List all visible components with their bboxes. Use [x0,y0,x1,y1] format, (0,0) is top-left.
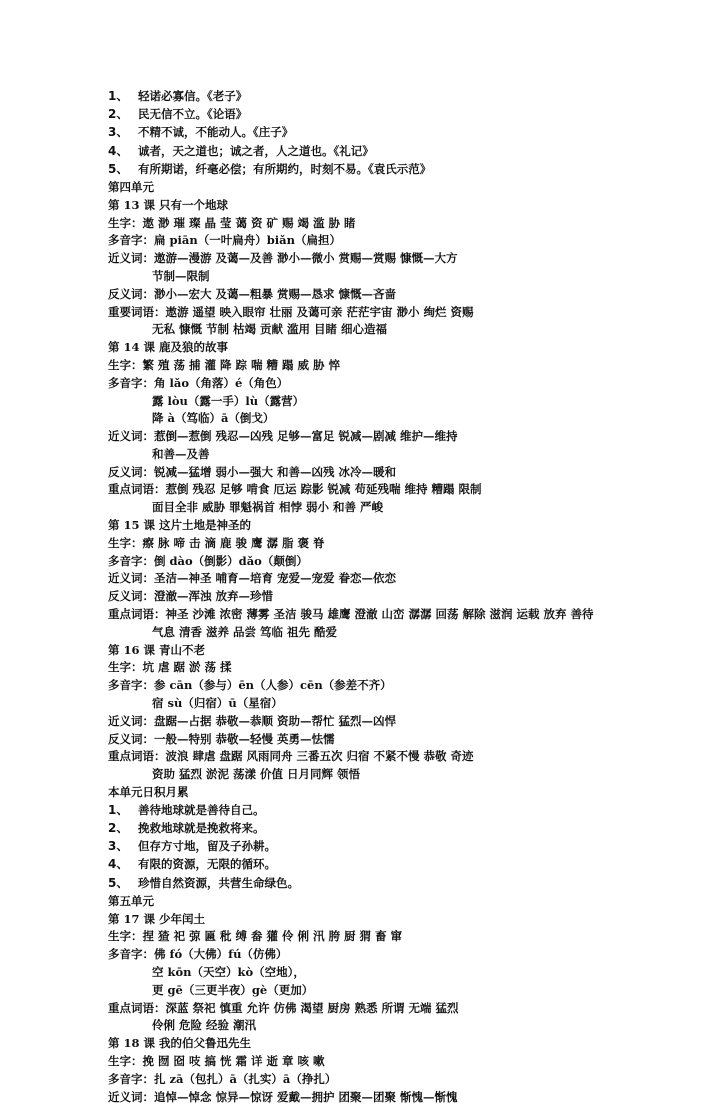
lesson-line: 生字：瘵 脉 啼 击 滴 鹿 骏 鹰 潺 脂 褒 脊 [108,535,325,550]
lesson-line: 近义词：圣洁—神圣 哺育—培育 宠爱—宠爱 眷恋—依恋 [108,571,397,586]
lesson-line: 近义词：盘踞—占据 恭敬—恭顺 资助—帮忙 猛烈—凶悍 [108,713,397,728]
quote-number: 3、 [108,125,129,140]
lesson-14 [108,339,690,517]
lesson-line: 反义词：一般—特别 恭敬—轻慢 英勇—怯懦 [108,731,335,746]
lesson-line: 反义词：澄澈—浑浊 放弃—珍惜 [108,589,274,604]
lesson-line: 多音字：扎 zā（包扎）ā（扎实）ā（挣扎） [108,1071,337,1086]
quote-text: 有所期诺，纤毫必偿；有所期约，时刻不易。《袁氏示范》 [138,161,432,176]
quote-text: 轻诺必寡信。《老子》 [138,89,248,103]
quote-text: 挽救地球就是挽救将来。 [138,821,265,836]
lesson-line: 生字：坑 虐 踞 淤 荡 揉 [108,660,232,675]
quote-item [108,856,690,874]
quote-item [108,838,690,856]
quote-item [108,106,690,124]
lesson-line: 多音字：佛 fó（大佛）fú（仿佛） [108,947,288,962]
lesson-line: 无私 慷慨 节制 枯竭 贡献 滥用 目睹 细心造福 [152,322,388,337]
quote-number: 4、 [108,143,129,158]
section-title: 本单元日积月累 [108,785,189,800]
lesson-line: 多音字：倒 dào（倒影）dǎo（颠倒） [108,553,308,568]
lesson-line: 重点词语：波浪 肆虐 盘踞 风雨同舟 三番五次 归宿 不紧不慢 恭敬 奇迹 [108,749,474,764]
quote-number: 5、 [108,161,129,176]
lesson-line: 生字：挽 囫 囵 吱 搞 恍 霜 详 逝 章 咳 嗽 [108,1053,325,1068]
quote-item [108,124,690,142]
lesson-line: 和善—及善 [152,446,210,461]
quote-text: 有限的资源，无限的循环。 [138,857,276,872]
lesson-line: 降 à（笃临）ā（倒戈） [152,411,275,426]
lesson-line: 反义词：锐减—猛增 弱小—强大 和善—凶残 冰冷—暖和 [108,464,397,479]
quote-item [108,875,690,893]
lesson-line: 重点词语：神圣 沙滩 浓密 薄雾 圣洁 骏马 雄鹰 澄澈 山峦 潺潺 回荡 解除 滋润 运载 放弃 善待 [108,607,594,622]
lesson-line: 空 kōn（天空）kò（空地）， [152,964,305,979]
lesson-line: 气息 清香 滋养 品尝 笃临 祖先 酷爱 [152,624,338,639]
quote-list-unit4 [108,802,690,893]
quote-list-top [108,88,690,179]
quote-text: 民无信不立。《论语》 [138,107,248,122]
lesson-18 [108,1035,690,1106]
lesson-15 [108,517,690,642]
quote-item [108,802,690,820]
lesson-line: 重点词语：深蓝 祭祀 慎重 允许 仿佛 渴望 厨房 熟悉 所谓 无端 猛烈 [108,1000,459,1015]
lesson-line: 反义词：渺小—宏大 及蔼—粗暴 赏赐—恳求 慷慨—吝啬 [108,286,397,301]
quote-number: 1、 [108,802,129,817]
quote-number: 2、 [108,821,129,836]
lesson-line: 多音字：参 cān（参与）ēn（人参）cēn（参差不齐） [108,678,392,693]
lesson-line: 面目全非 威胁 罪魁祸首 相悖 弱小 和善 严峻 [152,500,384,515]
quote-item [108,820,690,838]
unit-title: 第四单元 [108,179,154,194]
lesson-line: 近义词：惹倒—惹倒 残忍—凶残 足够—富足 锐减—剧减 维护—维持 [108,429,458,444]
lesson-line: 生字：遨 渺 璀 璨 晶 莹 蔼 资 矿 赐 竭 滥 胁 睹 [108,215,356,230]
quote-number: 2、 [108,107,129,122]
lesson-line: 资助 猛烈 淤泥 荡漾 价值 日月同辉 领悟 [152,767,361,782]
quote-text: 不精不诚，不能动人。《庄子》 [138,125,294,140]
quote-item [108,88,690,106]
lesson-line: 伶俐 危险 经验 潮汛 [152,1018,257,1033]
unit-title: 第五单元 [108,893,154,908]
lesson-16 [108,642,690,784]
quote-text: 珍惜自然资源，共营生命绿色。 [138,875,299,890]
lesson-line: 露 lòu（露一手）lù（露营） [152,393,305,408]
lesson-line: 生字：繁 殖 荡 捕 灌 降 踪 喘 糟 蹋 威 胁 悴 [108,357,341,372]
lesson-13 [108,197,690,339]
lesson-line: 宿 sù（归宿）ū（星宿） [152,696,283,711]
lesson-line: 节制—限制 [152,268,210,283]
quote-text: 但存方寸地，留及子孙耕。 [138,839,276,854]
quote-number: 4、 [108,857,129,872]
quote-text: 诚者，天之道也；诚之者，人之道也。《礼记》 [138,143,374,158]
quote-item [108,161,690,179]
lesson-line: 近义词：追悼—悼念 惊异—惊讶 爱戴—拥护 团聚—团聚 惭愧—惭愧 [108,1089,458,1104]
lesson-title: 第 14 课 鹿及狼的故事 [108,340,229,355]
lesson-line: 重要词语：遨游 遥望 映入眼帘 壮丽 及蔼可亲 茫茫宇宙 渺小 绚烂 资赐 [108,304,474,319]
lesson-line: 更 gē（三更半夜）gè（更加） [152,982,314,997]
quote-number: 3、 [108,839,129,854]
lesson-title: 第 15 课 这片土地是神圣的 [108,518,252,533]
lesson-line: 近义词：遨游—漫游 及蔼—及善 渺小—微小 赏赐—赏赐 慷慨—大方 [108,251,458,266]
lesson-title: 第 16 课 青山不老 [108,642,206,657]
quote-text: 善待地球就是善待自己。 [138,802,265,817]
lesson-line: 生字：捏 猹 祀 弶 匾 秕 缚 畚 獾 伶 俐 汛 胯 厨 猬 畜 窜 [108,929,403,944]
lesson-17 [108,911,690,1036]
lesson-title: 第 13 课 只有一个地球 [108,197,229,212]
quote-item [108,143,690,161]
quote-number: 1、 [108,89,129,103]
quote-number: 5、 [108,875,129,890]
lesson-title: 第 17 课 少年闰土 [108,911,206,926]
lesson-line: 重点词语：惹倒 残忍 足够 啃食 厄运 踪影 锐减 苟延残喘 维持 糟蹋 限制 [108,482,482,497]
lesson-line: 多音字：角 lǎo（角落）é（角色） [108,375,289,390]
lesson-line: 多音字：扁 piān（一叶扁舟）biǎn（扁担） [108,233,341,248]
lesson-title: 第 18 课 我的伯父鲁迅先生 [108,1036,252,1051]
